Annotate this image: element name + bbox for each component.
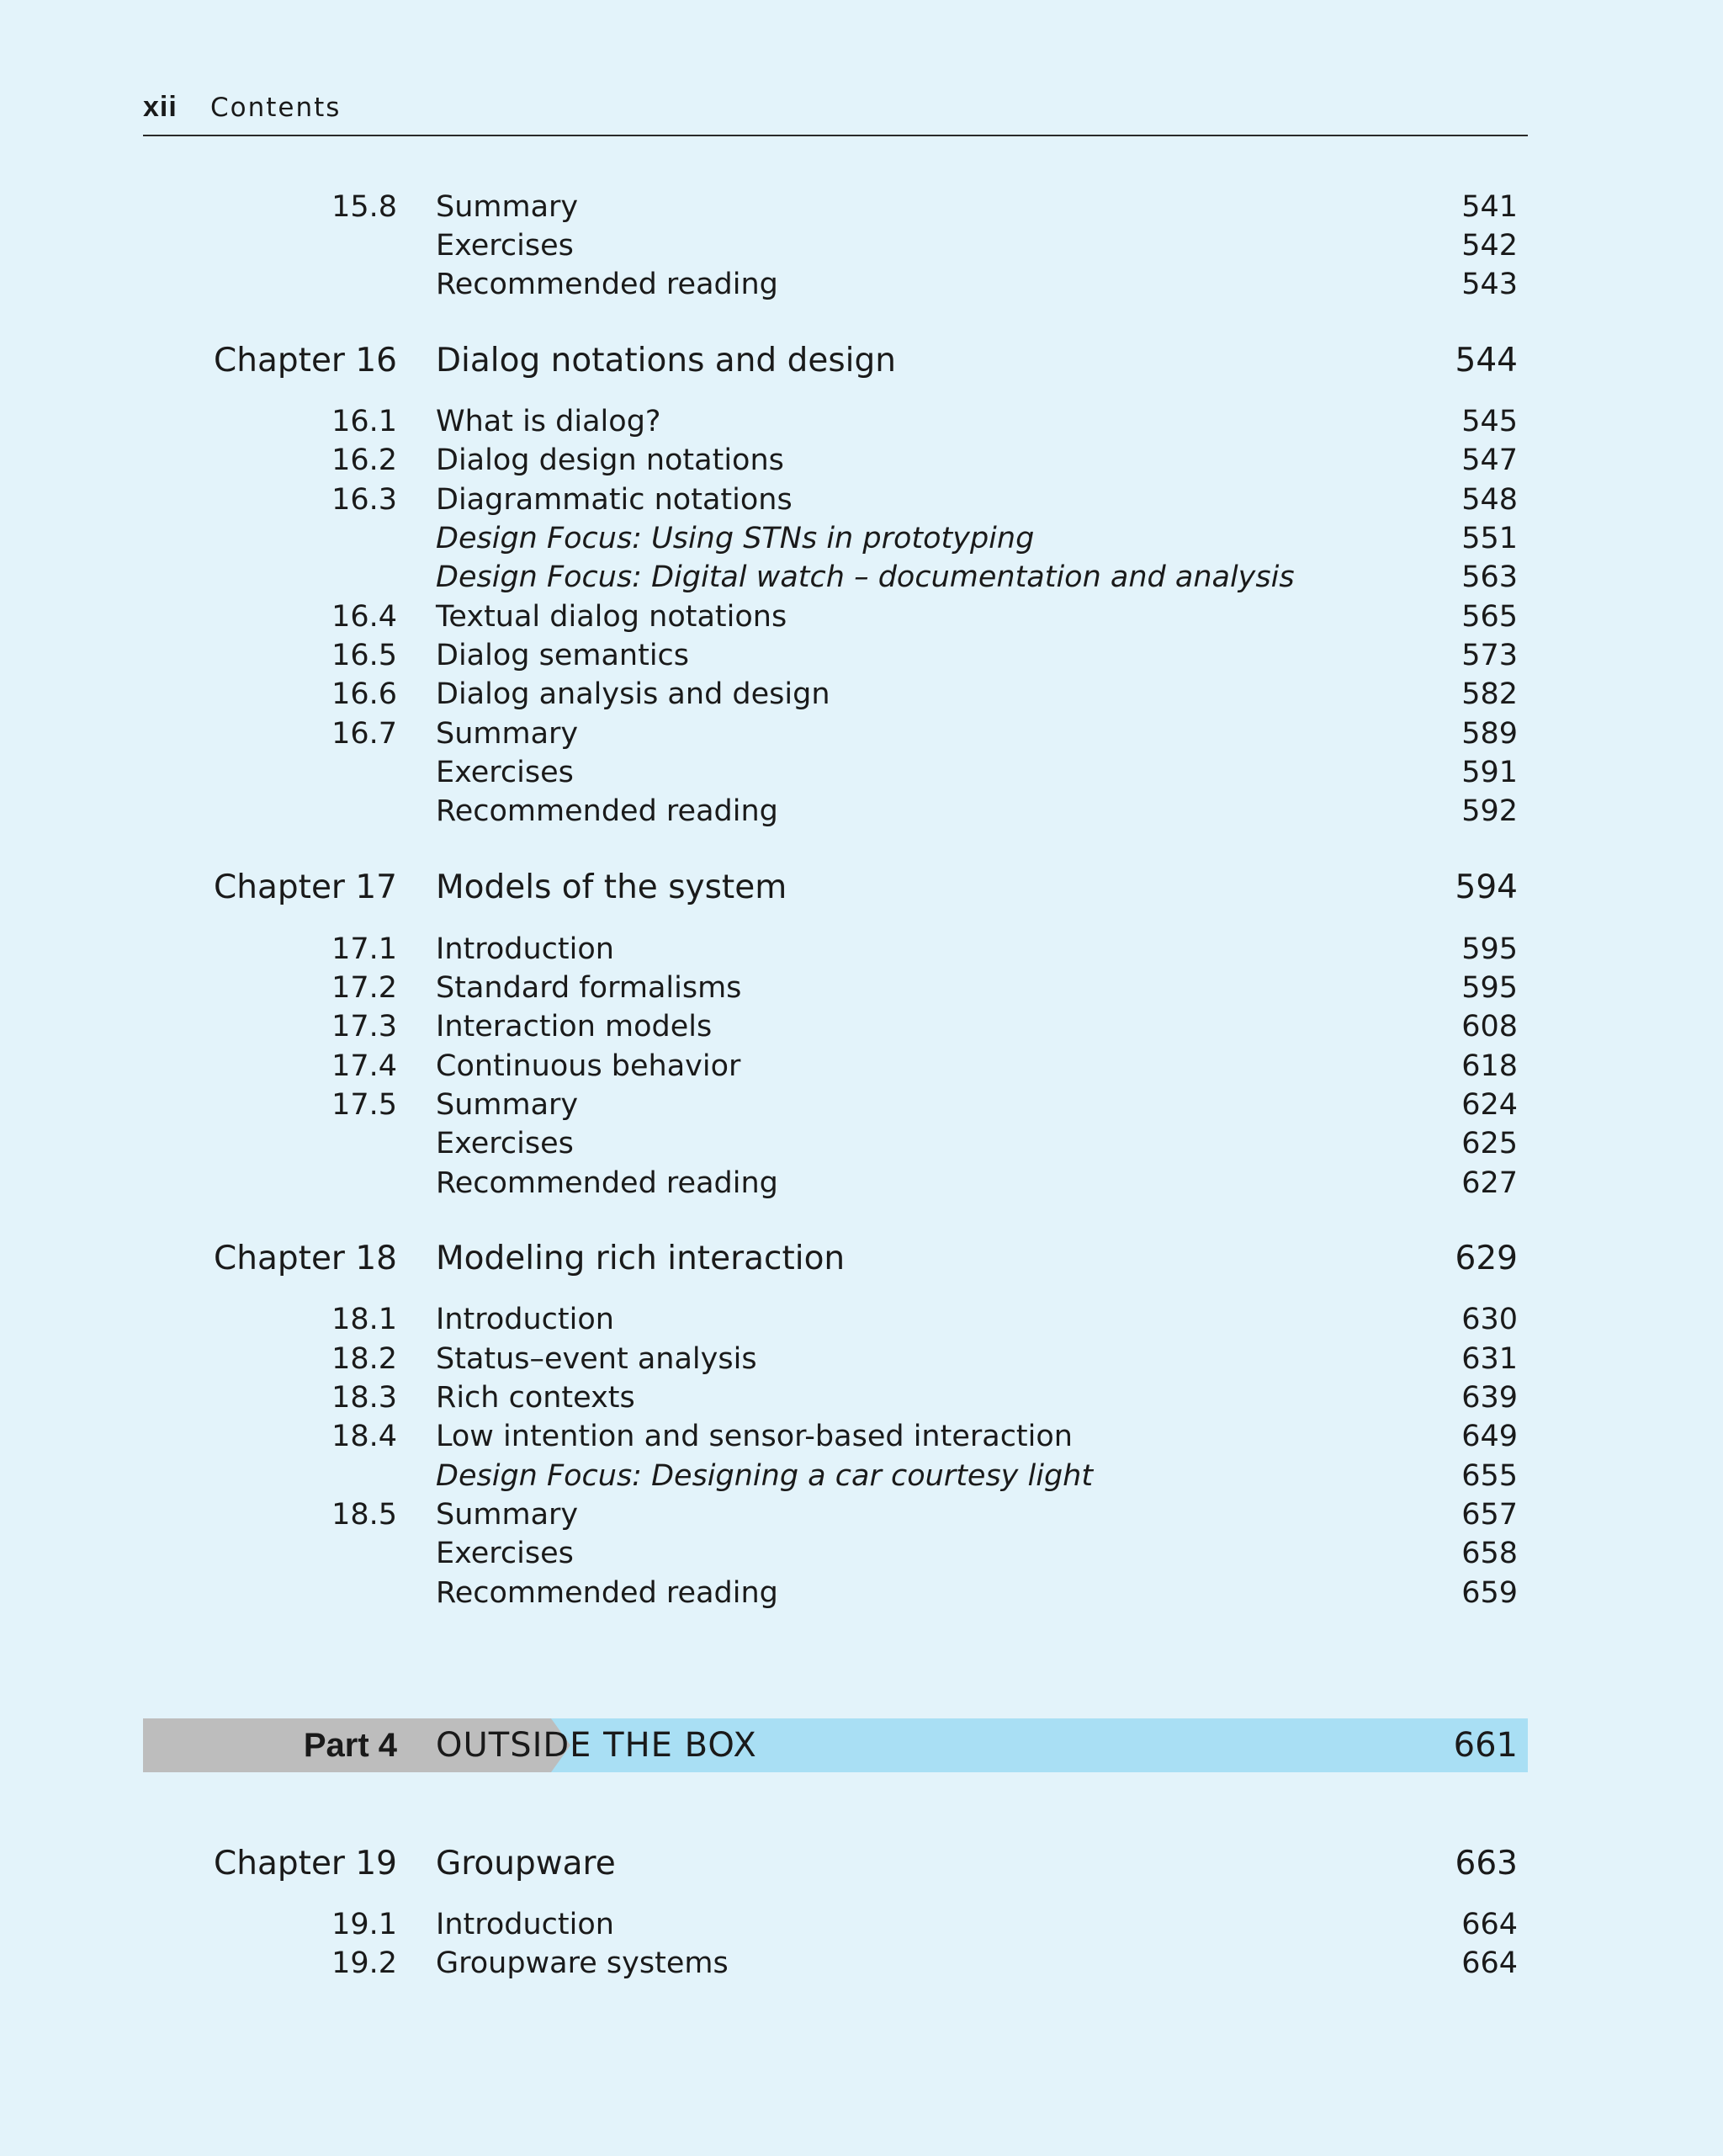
section-title: Diagrammatic notations <box>436 483 793 517</box>
section-title: Textual dialog notations <box>436 600 787 634</box>
page-number: 544 <box>1455 342 1518 380</box>
page-number: 595 <box>1461 932 1518 966</box>
page-number: 658 <box>1461 1537 1518 1570</box>
chapter-number: Chapter 19 <box>214 1845 397 1883</box>
section-number: 17.3 <box>331 1010 397 1043</box>
design-focus-entry <box>0 558 1723 597</box>
section-number: 17.1 <box>331 932 397 966</box>
section-title: Recommended reading <box>436 794 778 828</box>
toc-entry <box>0 1124 1723 1163</box>
section-title: Exercises <box>436 756 574 789</box>
chapter-number: Chapter 18 <box>214 1240 397 1277</box>
section-title: Exercises <box>436 229 574 263</box>
page-number: 565 <box>1461 600 1518 634</box>
section-title: Low intention and sensor-based interaction <box>436 1420 1073 1453</box>
section-title: Interaction models <box>436 1010 713 1043</box>
toc-entry <box>0 1944 1723 1983</box>
toc-entry <box>0 402 1723 441</box>
page-number: 541 <box>1461 190 1518 224</box>
chapter-title: Dialog notations and design <box>436 342 896 380</box>
page-number: 595 <box>1461 971 1518 1005</box>
page-number: 627 <box>1461 1166 1518 1200</box>
section-number: 18.5 <box>331 1498 397 1532</box>
page-number: 618 <box>1461 1049 1518 1083</box>
section-number: 16.4 <box>331 600 397 634</box>
toc-entry <box>0 1047 1723 1086</box>
chapter-heading <box>0 1845 1723 1883</box>
chapter-title: Models of the system <box>436 868 787 906</box>
toc-entry <box>0 481 1723 519</box>
toc-entry <box>0 1164 1723 1203</box>
toc-entry <box>0 226 1723 265</box>
toc-entry <box>0 714 1723 753</box>
design-focus-title: Design Focus: Using STNs in prototyping <box>436 522 1035 555</box>
section-title: Dialog semantics <box>436 639 690 672</box>
chapter-heading <box>0 868 1723 907</box>
section-number: 18.4 <box>331 1420 397 1453</box>
page-number: 664 <box>1461 1908 1518 1941</box>
section-number: 16.3 <box>331 483 397 517</box>
section-title: Exercises <box>436 1127 574 1160</box>
toc-entry <box>0 441 1723 480</box>
section-number: 18.3 <box>331 1381 397 1415</box>
page-number: 664 <box>1461 1946 1518 1980</box>
page-number: 649 <box>1461 1420 1518 1453</box>
chapter-title: Groupware <box>436 1845 616 1883</box>
toc-entry <box>0 1574 1723 1612</box>
page-number: 589 <box>1461 717 1518 751</box>
section-title: Dialog design notations <box>436 443 784 477</box>
section-number: 17.4 <box>331 1049 397 1083</box>
chapter-heading <box>0 342 1723 380</box>
running-head-title: Contents <box>210 93 342 123</box>
page-number: 625 <box>1461 1127 1518 1160</box>
chapter-title: Modeling rich interaction <box>436 1240 846 1277</box>
running-head <box>143 84 1528 136</box>
toc-entry <box>0 1086 1723 1124</box>
design-focus-entry <box>0 1457 1723 1495</box>
page-number: 543 <box>1461 268 1518 301</box>
section-title: Summary <box>436 1088 579 1122</box>
section-number: 16.5 <box>331 639 397 672</box>
section-number: 16.2 <box>331 443 397 477</box>
section-number: 16.6 <box>331 677 397 711</box>
page-number: 592 <box>1461 794 1518 828</box>
part-banner <box>143 1718 1528 1772</box>
toc-entry <box>0 597 1723 636</box>
page-number: 631 <box>1461 1342 1518 1376</box>
chapter-number: Chapter 16 <box>214 342 397 380</box>
chapter-heading <box>0 1240 1723 1278</box>
page-number: 573 <box>1461 639 1518 672</box>
page-number: 657 <box>1461 1498 1518 1532</box>
design-focus-title: Design Focus: Designing a car courtesy light <box>436 1459 1094 1493</box>
toc-entry <box>0 1417 1723 1456</box>
section-number: 19.1 <box>331 1908 397 1941</box>
toc-entry <box>0 969 1723 1007</box>
page-number: 547 <box>1461 443 1518 477</box>
toc-entry <box>0 636 1723 675</box>
page-number: 594 <box>1455 868 1518 906</box>
page-number: 563 <box>1461 560 1518 594</box>
page-number: 630 <box>1461 1303 1518 1336</box>
toc-entry <box>0 1495 1723 1534</box>
section-number: 17.5 <box>331 1088 397 1122</box>
section-title: Summary <box>436 717 579 751</box>
page-number: 591 <box>1461 756 1518 789</box>
design-focus-entry <box>0 519 1723 558</box>
section-title: Summary <box>436 190 579 224</box>
section-number: 15.8 <box>331 190 397 224</box>
page-folio: xii <box>143 91 178 123</box>
section-title: Recommended reading <box>436 268 778 301</box>
page-number: 624 <box>1461 1088 1518 1122</box>
section-title: Introduction <box>436 1908 614 1941</box>
toc-entry <box>0 1378 1723 1417</box>
toc-entry <box>0 188 1723 226</box>
section-title: Standard formalisms <box>436 971 742 1005</box>
page-number: 663 <box>1455 1845 1518 1883</box>
toc-entry <box>0 930 1723 969</box>
section-number: 17.2 <box>331 971 397 1005</box>
toc-entry <box>0 1905 1723 1944</box>
section-title: Introduction <box>436 1303 614 1336</box>
page-number: 542 <box>1461 229 1518 263</box>
page-number: 639 <box>1461 1381 1518 1415</box>
page-number: 629 <box>1455 1240 1518 1277</box>
section-title: Recommended reading <box>436 1576 778 1610</box>
section-title: Groupware systems <box>436 1946 729 1980</box>
section-number: 16.1 <box>331 405 397 438</box>
part-page-number: 661 <box>1453 1726 1518 1765</box>
page-number: 608 <box>1461 1010 1518 1043</box>
section-number: 19.2 <box>331 1946 397 1980</box>
section-title: Continuous behavior <box>436 1049 741 1083</box>
page-number: 655 <box>1461 1459 1518 1493</box>
toc-entry <box>0 265 1723 304</box>
toc-entry <box>0 753 1723 792</box>
toc-entry <box>0 675 1723 714</box>
toc-entry <box>0 1007 1723 1046</box>
section-title: Dialog analysis and design <box>436 677 830 711</box>
toc-entry <box>0 1300 1723 1339</box>
section-number: 18.1 <box>331 1303 397 1336</box>
toc-entry <box>0 1340 1723 1378</box>
page-number: 545 <box>1461 405 1518 438</box>
design-focus-title: Design Focus: Digital watch – documentation and analysis <box>436 560 1295 594</box>
section-title: Rich contexts <box>436 1381 635 1415</box>
chapter-number: Chapter 17 <box>214 868 397 906</box>
section-title: What is dialog? <box>436 405 661 438</box>
toc-entry <box>0 1534 1723 1573</box>
page-number: 659 <box>1461 1576 1518 1610</box>
section-title: Summary <box>436 1498 579 1532</box>
toc-entry <box>0 792 1723 831</box>
page-number: 582 <box>1461 677 1518 711</box>
section-number: 18.2 <box>331 1342 397 1376</box>
section-title: Status–event analysis <box>436 1342 757 1376</box>
page-number: 548 <box>1461 483 1518 517</box>
section-title: Introduction <box>436 932 614 966</box>
section-number: 16.7 <box>331 717 397 751</box>
part-title: OUTSIDE THE BOX <box>436 1726 757 1765</box>
page-number: 551 <box>1461 522 1518 555</box>
part-label: Part 4 <box>303 1727 397 1764</box>
section-title: Recommended reading <box>436 1166 778 1200</box>
section-title: Exercises <box>436 1537 574 1570</box>
